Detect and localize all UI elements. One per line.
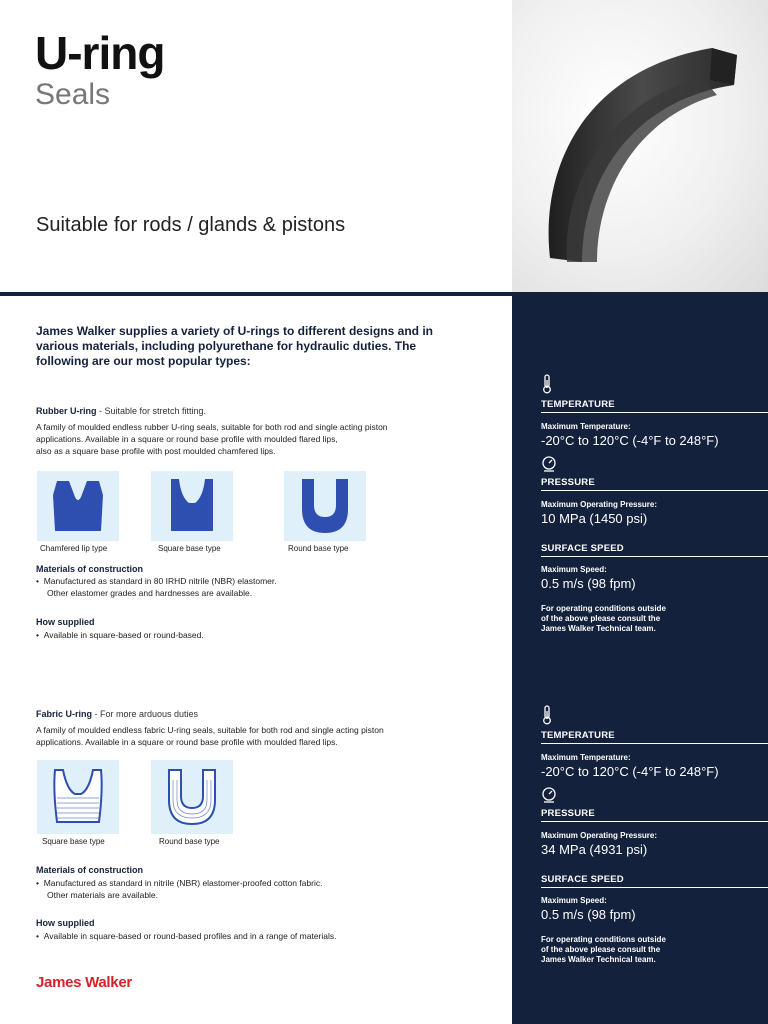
panel-note-line: For operating conditions outside [541, 604, 666, 613]
panel-rule [541, 412, 768, 413]
intro-text: James Walker supplies a variety of U-rings to different designs and in various materials, including polyurethane for hydraulic duties. The following are our most popular types: [36, 324, 433, 368]
speed-value: 0.5 m/s (98 fpm) [541, 576, 636, 591]
fabric-uring-heading [36, 709, 198, 719]
panel-rule [541, 556, 768, 557]
tagline: Suitable for rods / glands & pistons [36, 214, 346, 236]
pressure-value: 34 MPa (4931 psi) [541, 842, 648, 857]
fabric-round-base-profile-icon [151, 760, 233, 834]
chamfered-lip-thumbnail [37, 471, 119, 541]
rubber-body-line-1: A family of moulded endless rubber U-ring seals, suitable for both rod and single acting piston [36, 422, 388, 432]
panel-rule [541, 821, 768, 822]
rubber-uring-desc: - Suitable for stretch fitting. [96, 406, 207, 416]
temperature-label: Maximum Temperature: [541, 753, 631, 762]
fabric-supplied-line-1: Available in square-based or round-based profiles and in a range of materials. [43, 931, 337, 941]
rubber-body-line-3: also as a square base profile with post moulded chamfered lips. [36, 446, 276, 456]
u-ring-render-icon [512, 0, 768, 292]
gauge-icon [541, 456, 557, 477]
type-label: Round base type [159, 837, 220, 846]
chamfered-lip-profile-icon [37, 471, 119, 541]
fabric-supplied-bullet: • Available in square-based or round-based profiles and in a range of materials. [36, 931, 337, 941]
temperature-value: -20°C to 120°C (-4°F to 248°F) [541, 433, 719, 448]
fabric-materials-line-2: Other materials are available. [47, 890, 159, 900]
speed-label: Maximum Speed: [541, 896, 607, 905]
rubber-materials-line-2: Other elastomer grades and hardnesses are available. [47, 588, 253, 598]
panel-note-line: of the above please consult the [541, 945, 661, 954]
rubber-materials-heading: Materials of construction [36, 564, 144, 574]
type-label: Round base type [288, 544, 349, 553]
rubber-supplied-line-1: Available in square-based or round-based. [43, 630, 204, 640]
temperature-heading: TEMPERATURE [541, 730, 615, 741]
square-base-thumbnail [151, 471, 233, 541]
speed-label: Maximum Speed: [541, 565, 607, 574]
panel-note-line: James Walker Technical team. [541, 624, 656, 633]
type-label: Chamfered lip type [40, 544, 108, 553]
rubber-supplied-heading: How supplied [36, 617, 95, 627]
temperature-value: -20°C to 120°C (-4°F to 248°F) [541, 764, 719, 779]
type-label: Square base type [42, 837, 105, 846]
panel-note-line: James Walker Technical team. [541, 955, 656, 964]
fabric-materials-heading: Materials of construction [36, 865, 144, 875]
page-subtitle: Seals [35, 78, 111, 111]
speed-heading: SURFACE SPEED [541, 874, 624, 885]
fabric-supplied-heading: How supplied [36, 918, 95, 928]
panel-rule [541, 490, 768, 491]
thermometer-icon [541, 374, 553, 399]
panel-rule [541, 887, 768, 888]
panel-rule [541, 743, 768, 744]
fabric-body-line-2: applications. Available in a square or round base profile with moulded flared lips. [36, 737, 338, 747]
type-label: Square base type [158, 544, 221, 553]
fabric-body-line-1: A family of moulded endless fabric U-ring seals, suitable for both rod and single acting piston [36, 725, 384, 735]
pressure-label: Maximum Operating Pressure: [541, 831, 658, 840]
fabric-uring-desc: - For more arduous duties [92, 709, 199, 719]
rubber-supplied-bullet: • Available in square-based or round-based. [36, 630, 204, 640]
pressure-label: Maximum Operating Pressure: [541, 500, 658, 509]
fabric-uring-name: Fabric U-ring [36, 709, 93, 719]
page-title: U-ring [35, 27, 165, 79]
panel-note-line: For operating conditions outside [541, 935, 666, 944]
speed-heading: SURFACE SPEED [541, 543, 624, 554]
round-base-profile-icon [284, 471, 366, 541]
fabric-square-base-profile-icon [37, 760, 119, 834]
rubber-uring-heading [36, 406, 206, 416]
rubber-uring-name: Rubber U-ring [36, 406, 97, 416]
gauge-icon [541, 787, 557, 808]
panel-note [541, 604, 711, 634]
temperature-label: Maximum Temperature: [541, 422, 631, 431]
temperature-heading: TEMPERATURE [541, 399, 615, 410]
fabric-materials-bullet: • Manufactured as standard in nitrile (NBR) elastomer-proofed cotton fabric. [36, 878, 323, 888]
pressure-value: 10 MPa (1450 psi) [541, 511, 648, 526]
square-base-profile-icon [151, 471, 233, 541]
rubber-materials-bullet: • Manufactured as standard in 80 IRHD nitrile (NBR) elastomer. [36, 576, 277, 586]
pressure-heading: PRESSURE [541, 808, 595, 819]
panel-note [541, 935, 711, 965]
round-base-thumbnail [284, 471, 366, 541]
speed-value: 0.5 m/s (98 fpm) [541, 907, 636, 922]
rubber-materials-line-1: Manufactured as standard in 80 IRHD nitrile (NBR) elastomer. [43, 576, 277, 586]
james-walker-logo: James Walker [36, 974, 132, 991]
fabric-square-base-thumbnail [37, 760, 119, 834]
panel-note-line: of the above please consult the [541, 614, 661, 623]
pressure-heading: PRESSURE [541, 477, 595, 488]
fabric-round-base-thumbnail [151, 760, 233, 834]
thermometer-icon [541, 705, 553, 730]
rubber-body-line-2: applications. Available in a square or round base profile with moulded flared lips, [36, 434, 338, 444]
hero-product-image [512, 0, 768, 292]
fabric-materials-line-1: Manufactured as standard in nitrile (NBR) elastomer-proofed cotton fabric. [43, 878, 323, 888]
